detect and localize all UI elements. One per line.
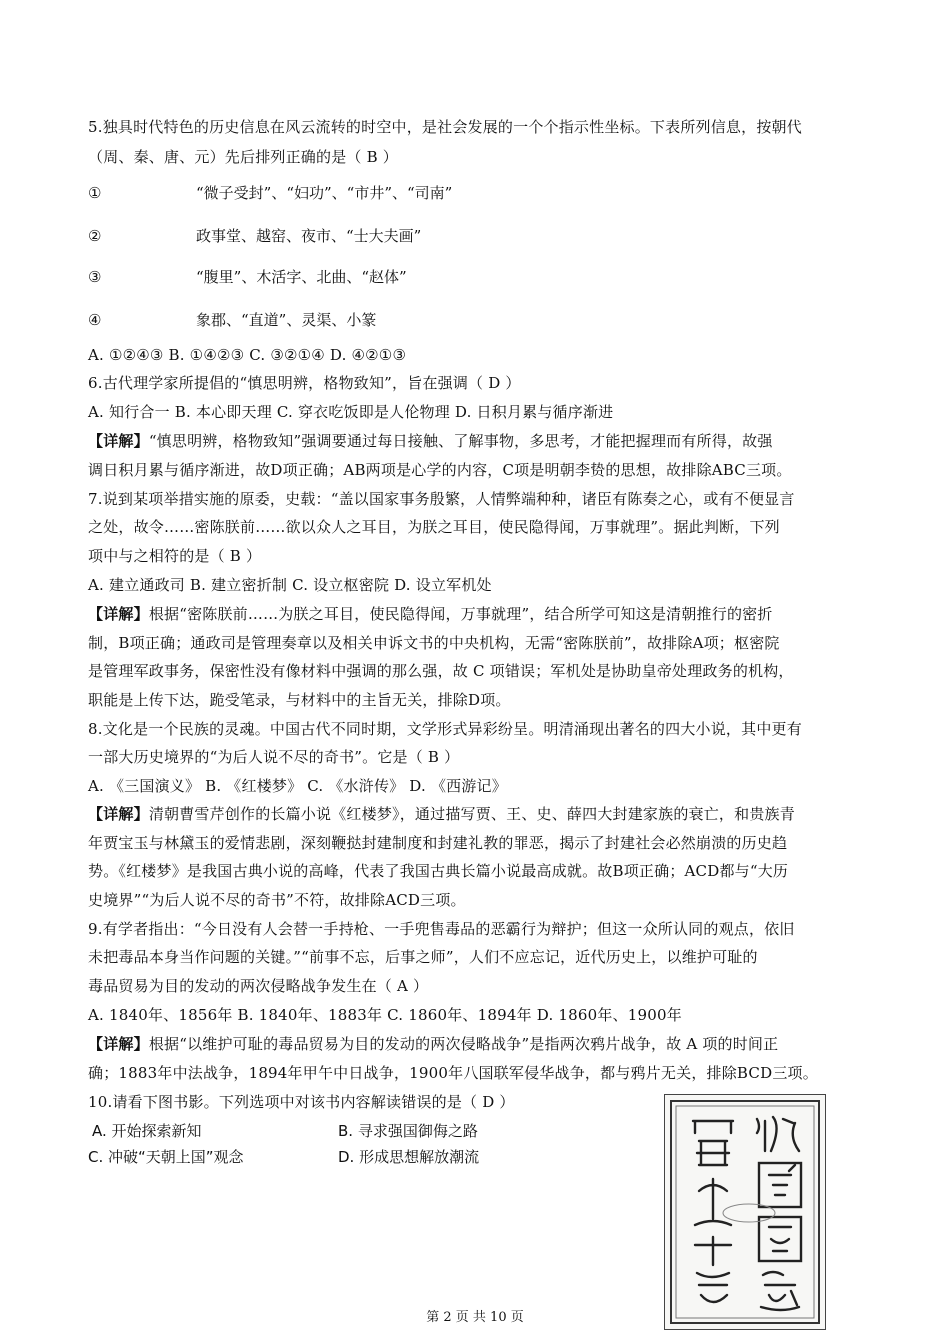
row-number: ② (88, 227, 102, 245)
seal-script-drawing (665, 1095, 825, 1329)
row-text: 象郡、“直道”、灵渠、小篆 (196, 311, 377, 329)
q6-detail-line-1 (88, 430, 864, 452)
detail-tag: 【详解】 (88, 1035, 149, 1053)
option-a: A. 开始探索新知 (92, 1122, 202, 1140)
row-text: 政事堂、越窑、夜市、“士大夫画” (196, 227, 422, 245)
q8-text-line-1: 8.文化是一个民族的灵魂。中国古代不同时期，文学形式异彩纷呈。明清涌现出著名的四大小说，其中更有 (88, 720, 802, 738)
q5-text-line-1: 5.独具时代特色的历史信息在风云流转的时空中，是社会发展的一个个指示性坐标。下表所列信息，按朝代 (88, 118, 802, 136)
q7-text-line-1: 7.说到某项举措实施的原委，史载：“盖以国家事务殷繁，人情弊端种种，诸臣有陈奏之心，或有不便显言 (88, 490, 795, 508)
q7-detail-line-1 (88, 603, 864, 625)
row-text: “腹里”、木活字、北曲、“赵体” (196, 268, 407, 286)
detail-text: 清朝曹雪芹创作的长篇小说《红楼梦》，通过描写贾、王、史、薛四大封建家族的衰亡，和贵族青 (148, 805, 795, 823)
option-c: C. 冲破“天朝上国”观念 (88, 1148, 244, 1166)
q6-detail-line-2: 调日积月累与循序渐进，故D项正确；AB两项是心学的内容，C项是明朝李贽的思想，故排除ABC三项。 (88, 461, 792, 479)
q9-detail-line-1 (88, 1033, 864, 1055)
q7-detail-line-3: 是管理军政事务，保密性没有像材料中强调的那么强，故 C 项错误；军机处是协助皇帝处理政务的机构， (88, 662, 794, 680)
q8-detail-line-1 (88, 803, 864, 825)
detail-text: “慎思明辨，格物致知”强调要通过每日接触、了解事物，多思考，才能把握理而有所得，故强 (148, 432, 773, 450)
option-d: D. 形成思想解放潮流 (338, 1148, 480, 1166)
q9-text-line-1: 9.有学者指出：“今日没有人会替一手持枪、一手兜售毒品的恶霸行为辩护；但这一众所认同的观点，依旧 (88, 920, 795, 938)
q8-detail-line-3: 势。《红楼梦》是我国古典小说的高峰，代表了我国古典长篇小说最高成就。故B项正确；ACD都与“大历 (88, 862, 789, 880)
row-text: “微子受封”、“妇功”、“市井”、“司南” (196, 184, 453, 202)
q6-question: 6.古代理学家所提倡的“慎思明辨，格物致知”，旨在强调（ D ） (88, 374, 521, 392)
detail-text: 根据“密陈朕前……为朕之耳目，使民隐得闻，万事就理”，结合所学可知这是清朝推行的密折 (148, 605, 773, 623)
detail-text: 根据“以维护可耻的毒品贸易为目的发动的两次侵略战争”是指两次鸦片战争，故 A 项的时间正 (148, 1035, 779, 1053)
book-cover-image (664, 1094, 826, 1330)
q7-text-line-3: 项中与之相符的是（ B ） (88, 547, 262, 565)
q9-text-line-3: 毒品贸易为目的发动的两次侵略战争发生在（ A ） (88, 977, 429, 995)
page-footer: 第 2 页 共 10 页 (426, 1310, 524, 1325)
row-number: ① (88, 184, 102, 202)
q5-options: A. ①②④③ B. ①④②③ C. ③②①④ D. ④②①③ (88, 346, 407, 364)
q8-options: A. 《三国演义》 B. 《红楼梦》 C. 《水浒传》 D. 《西游记》 (88, 777, 507, 795)
row-number: ④ (88, 311, 102, 329)
q7-detail-line-4: 职能是上传下达，跪受笔录，与材料中的主旨无关，排除D项。 (88, 691, 511, 709)
q7-text-line-2: 之处，故令……密陈朕前……欲以众人之耳目，为朕之耳目，使民隐得闻，万事就理”。据此判断，下列 (88, 518, 780, 536)
q5-text-line-2: （周、秦、唐、元）先后排列正确的是（ B ） (88, 148, 398, 166)
q7-options: A. 建立通政司 B. 建立密折制 C. 设立枢密院 D. 设立军机处 (88, 576, 492, 594)
detail-tag: 【详解】 (88, 805, 149, 823)
q6-options: A. 知行合一 B. 本心即天理 C. 穿衣吃饭即是人伦物理 D. 日积月累与循序渐进 (88, 403, 614, 421)
q8-text-line-2: 一部大历史境界的“为后人说不尽的奇书”。它是（ B ） (88, 748, 460, 766)
q8-detail-line-2: 年贾宝玉与林黛玉的爱情悲剧，深刻鞭挞封建制度和封建礼教的罪恶，揭示了封建社会必然崩溃的历史趋 (88, 834, 788, 852)
q8-detail-line-4: 史境界”“为后人说不尽的奇书”不符，故排除ACD三项。 (88, 891, 466, 909)
q9-options: A. 1840年、1856年 B. 1840年、1883年 C. 1860年、1894年 D. 1860年、1900年 (88, 1006, 682, 1024)
option-b: B. 寻求强国御侮之路 (338, 1122, 478, 1140)
row-number: ③ (88, 268, 102, 286)
detail-tag: 【详解】 (88, 605, 149, 623)
q9-text-line-2: 未把毒品本身当作问题的关键。”“前事不忘，后事之师”，人们不应忘记，近代历史上，以维护可耻的 (88, 948, 758, 966)
q9-detail-line-2: 确；1883年中法战争，1894年甲午中日战争，1900年八国联军侵华战争，都与鸦片无关，排除BCD三项。 (88, 1064, 818, 1082)
q10-question: 10.请看下图书影。下列选项中对该书内容解读错误的是（ D ） (88, 1093, 515, 1111)
q7-detail-line-2: 制，B项正确；通政司是管理奏章以及相关申诉文书的中央机构，无需“密陈朕前”，故排除A项；枢密院 (88, 634, 780, 652)
detail-tag: 【详解】 (88, 432, 149, 450)
